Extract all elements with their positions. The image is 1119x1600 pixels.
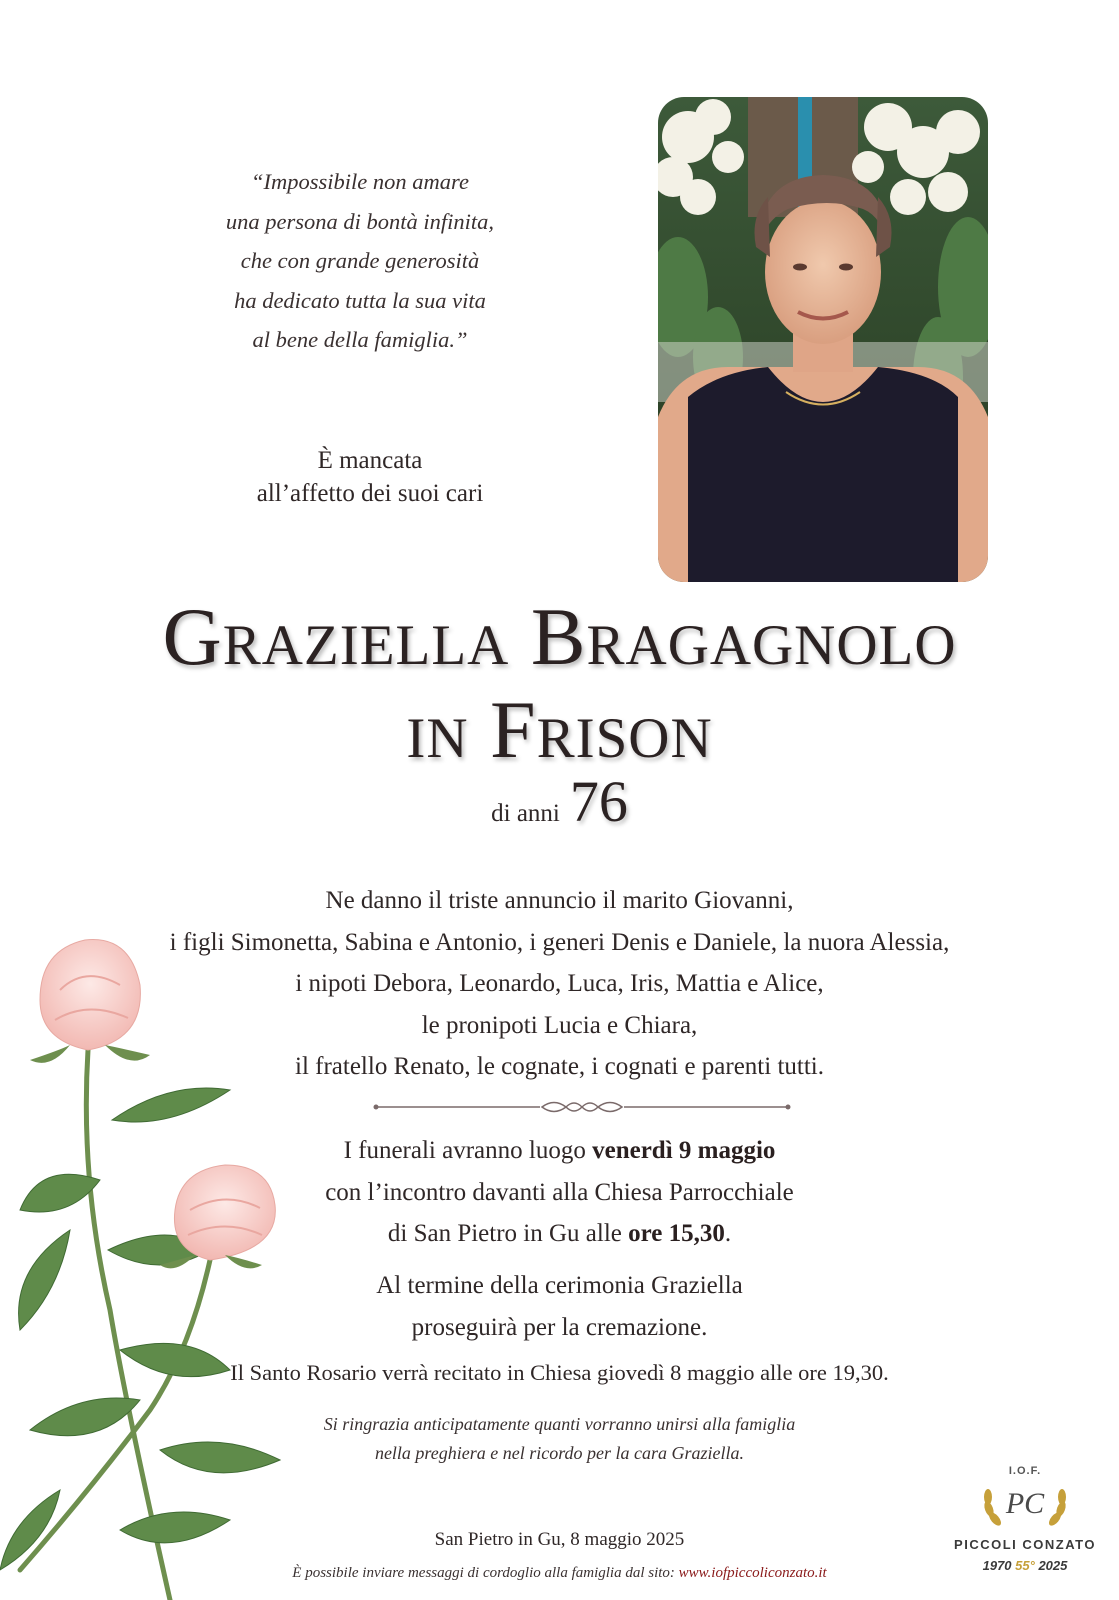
deceased-married-name: in Frison bbox=[406, 684, 713, 775]
portrait-photo bbox=[658, 97, 988, 582]
ceremony-line: Al termine della cerimonia Graziella bbox=[376, 1272, 743, 1299]
deceased-name: Graziella Bragagnolo bbox=[162, 591, 957, 682]
thanks-line: nella preghiera e nel ricordo per la cara Graziella. bbox=[374, 1443, 745, 1463]
logo-years bbox=[945, 1558, 1105, 1573]
funeral-text: I funerali avranno luogo bbox=[343, 1137, 593, 1164]
logo-anniversary: 55° bbox=[1015, 1558, 1035, 1573]
condolence-text: È possibile inviare messaggi di cordoglio alla famiglia dal sito: bbox=[292, 1565, 679, 1581]
quote-line: al bene della famiglia.” bbox=[252, 327, 468, 352]
passed-away-line: È mancata bbox=[317, 447, 423, 474]
ornament-divider bbox=[372, 1096, 792, 1118]
portrait-illustration bbox=[658, 97, 988, 582]
funeral-home-logo bbox=[945, 1465, 1105, 1595]
announcement-line: le pronipoti Lucia e Chiara, bbox=[421, 1011, 698, 1039]
logo-year-start: 1970 bbox=[982, 1558, 1012, 1573]
funeral-date: venerdì 9 maggio bbox=[592, 1137, 776, 1164]
memorial-quote bbox=[150, 162, 570, 360]
ceremony-line: proseguirà per la cremazione. bbox=[411, 1313, 708, 1341]
funeral-time: ore 15,30 bbox=[628, 1220, 725, 1247]
logo-brand: PICCOLI CONZATO bbox=[954, 1537, 1096, 1552]
funeral-text: di San Pietro in Gu alle bbox=[387, 1220, 629, 1247]
condolence-site-link[interactable]: www.iofpiccoliconzato.it bbox=[678, 1565, 827, 1581]
logo-iof: I.O.F. bbox=[1008, 1465, 1042, 1477]
age-value: 76 bbox=[569, 769, 628, 834]
announcement-line: Ne danno il triste annuncio il marito Giovanni, bbox=[325, 887, 794, 914]
place-date: San Pietro in Gu, 8 maggio 2025 bbox=[434, 1529, 685, 1550]
announcement-line: i nipoti Debora, Leonardo, Luca, Iris, Mattia e Alice, bbox=[295, 970, 824, 997]
logo-year-end: 2025 bbox=[1038, 1558, 1068, 1573]
quote-line: che con grande generosità bbox=[240, 248, 480, 273]
quote-line: “Impossibile non amare bbox=[251, 169, 469, 194]
rosary-note: Il Santo Rosario verrà recitato in Chiesa giovedì 8 maggio alle ore 19,30. bbox=[230, 1360, 889, 1385]
announcement-line: il fratello Renato, le cognate, i cognati e parenti tutti. bbox=[295, 1053, 824, 1080]
logo-monogram: PC bbox=[1005, 1487, 1045, 1520]
passed-away-line: all’affetto dei suoi cari bbox=[256, 480, 484, 507]
laurel-monogram-icon bbox=[975, 1479, 1075, 1531]
quote-line: una persona di bontà infinita, bbox=[225, 208, 495, 234]
deceased-age bbox=[0, 768, 1119, 835]
roses-illustration bbox=[0, 930, 320, 1600]
quote-line: ha dedicato tutta la sua vita bbox=[234, 287, 486, 313]
age-label: di anni bbox=[491, 800, 560, 827]
announcement-line: i figli Simonetta, Sabina e Antonio, i generi Denis e Daniele, la nuora Alessia, bbox=[169, 928, 950, 956]
thanks-line: Si ringrazia anticipatamente quanti vorranno unirsi alla famiglia bbox=[323, 1414, 796, 1434]
funeral-text: . bbox=[724, 1220, 732, 1247]
passed-away-note bbox=[190, 444, 550, 510]
funeral-line: con l’incontro davanti alla Chiesa Parrocchiale bbox=[325, 1178, 794, 1206]
